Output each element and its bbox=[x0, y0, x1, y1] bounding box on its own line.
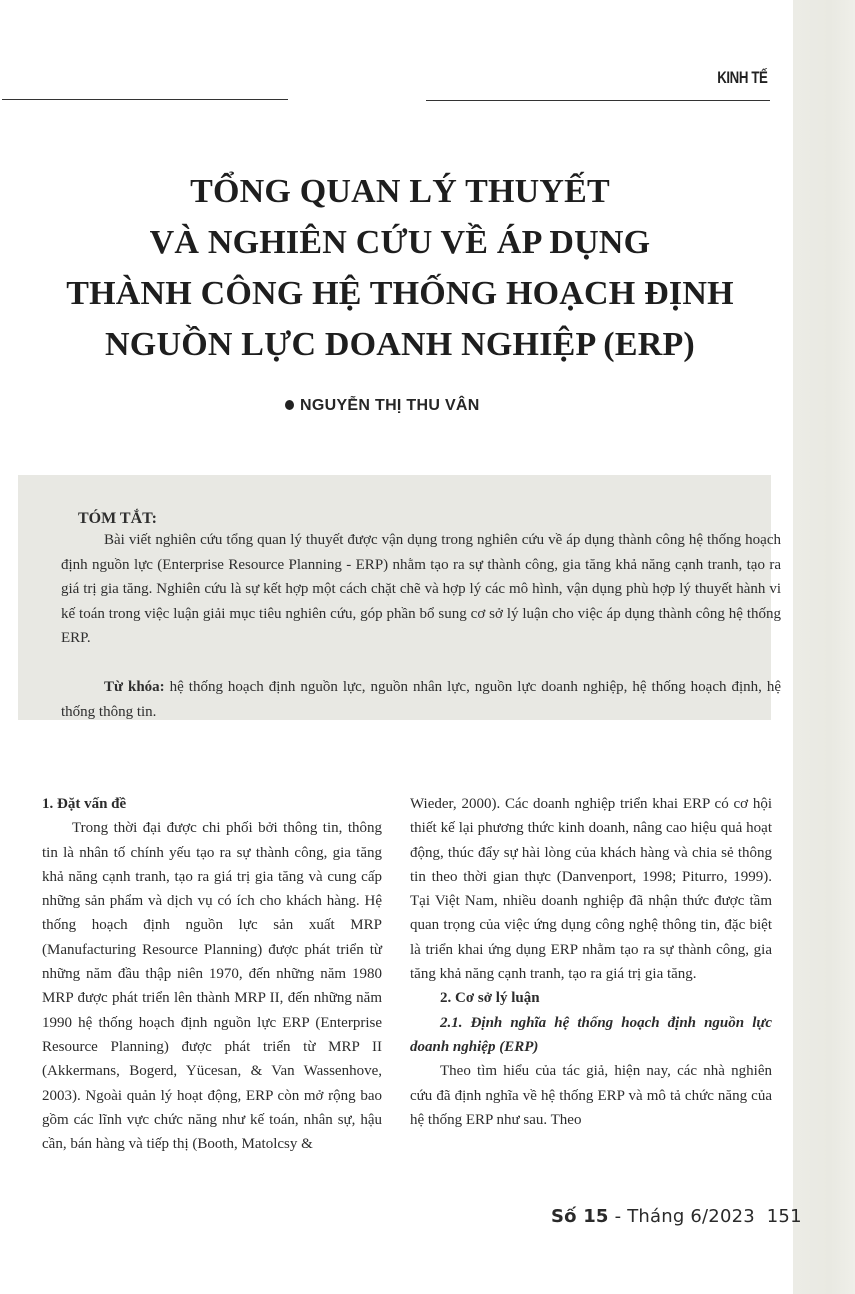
bullet-icon bbox=[285, 400, 294, 410]
body-column-right bbox=[410, 792, 772, 1132]
title-line: THÀNH CÔNG HỆ THỐNG HOẠCH ĐỊNH bbox=[66, 275, 734, 312]
author-name: NGUYỄN THỊ THU VÂN bbox=[300, 397, 480, 414]
section-heading: 1. Đặt vấn đề bbox=[42, 796, 127, 812]
body-column-left bbox=[42, 792, 382, 1156]
section-heading: 2. Cơ sở lý luận bbox=[440, 990, 540, 1007]
page-footer bbox=[551, 1206, 802, 1227]
keywords-text: hệ thống hoạch định nguồn lực, nguồn nhân lực, nguồn lực doanh nghiệp, hệ thống hoạch định, hệ thống thông tin. bbox=[61, 679, 782, 720]
title-line: NGUỒN LỰC DOANH NGHIỆP (ERP) bbox=[105, 326, 695, 363]
header-rule-right bbox=[426, 100, 770, 101]
body-paragraph: Wieder, 2000). Các doanh nghiệp triển khai ERP có cơ hội thiết kế lại phương thức kinh doanh, nâng cao hiệu quả hoạt động, thúc đẩy sự hài lòng của khách hàng và chia sẻ thông tin theo thời gian thực (Danvenport, 1998; Piturro, 1999). Tại Việt Nam, nhiều doanh nghiệp đã nhận thức được tầm quan trọng của việc ứng dụng công nghệ thông tin, đặc biệt là triển khai ứng dụng ERP nhằm tạo ra sự thành công, gia tăng khả năng cạnh tranh, tạo ra giá trị gia tăng. bbox=[410, 796, 772, 983]
issue-date: Tháng 6/2023 bbox=[627, 1206, 755, 1227]
title-line: TỔNG QUAN LÝ THUYẾT bbox=[190, 173, 610, 210]
abstract-body: Bài viết nghiên cứu tổng quan lý thuyết được vận dụng trong nghiên cứu về áp dụng thành công hệ thống hoạch định nguồn lực (Enterprise Resource Planning - ERP) nhằm tạo ra sự thành công, gia tăng khả năng cạnh tranh, tạo ra giá trị gia tăng. Nghiên cứu là sự kết hợp một cách chặt chẽ và hợp lý các mô hình, vận dụng phù hợp lý thuyết hành vi kế toán trong việc luận giải mục tiêu nghiên cứu, góp phần bổ sung cơ sở lý luận cho việc áp dụng thành công hệ thống ERP. bbox=[61, 532, 781, 646]
abstract-heading: TÓM TẮT: bbox=[78, 510, 157, 527]
title-line: VÀ NGHIÊN CỨU VỀ ÁP DỤNG bbox=[149, 224, 651, 261]
page-number: 151 bbox=[766, 1206, 802, 1227]
article-title bbox=[40, 166, 760, 370]
header-rule-left bbox=[2, 99, 288, 100]
subsection-heading: 2.1. Định nghĩa hệ thống hoạch định nguồn lực doanh nghiệp (ERP) bbox=[410, 1014, 772, 1055]
author-byline bbox=[285, 397, 480, 415]
page-gutter bbox=[793, 0, 855, 1294]
footer-separator: - bbox=[608, 1206, 628, 1227]
keywords-label: Từ khóa: bbox=[104, 679, 165, 695]
abstract-box bbox=[18, 475, 782, 720]
body-paragraph: Theo tìm hiểu của tác giả, hiện nay, các nhà nghiên cứu đã định nghĩa về hệ thống ERP và mô tả chức năng của hệ thống ERP như sau. Theo bbox=[410, 1063, 772, 1128]
section-tag: KINH TẾ bbox=[716, 68, 767, 87]
body-paragraph: Trong thời đại được chi phối bởi thông tin, thông tin là nhân tố chính yếu tạo ra sự thành công, gia tăng khả năng cạnh tranh, tạo ra giá trị gia tăng và cung cấp những sản phẩm và dịch vụ có ích cho khách hàng. Hệ thống hoạch định nguồn lực sản xuất MRP (Manufacturing Resource Planning) được phát triển từ những năm đầu thập niên 1970, đến những năm 1980 MRP được phát triển lên thành MRP II, đến những năm 1990 hệ thống hoạch định nguồn lực ERP (Enterprise Resource Planning) được phát triển từ MRP II (Akkermans, Bogerd, Yücesan, & Van Wassenhove, 2003). Ngoài quản lý hoạt động, ERP còn mở rộng bao gồm các lĩnh vực chức năng như kế toán, nhân sự, hậu cần, bán hàng và tiếp thị (Booth, Matolcsy & bbox=[42, 820, 382, 1153]
abstract-keywords bbox=[61, 675, 781, 724]
issue-number: Số 15 bbox=[551, 1206, 609, 1227]
